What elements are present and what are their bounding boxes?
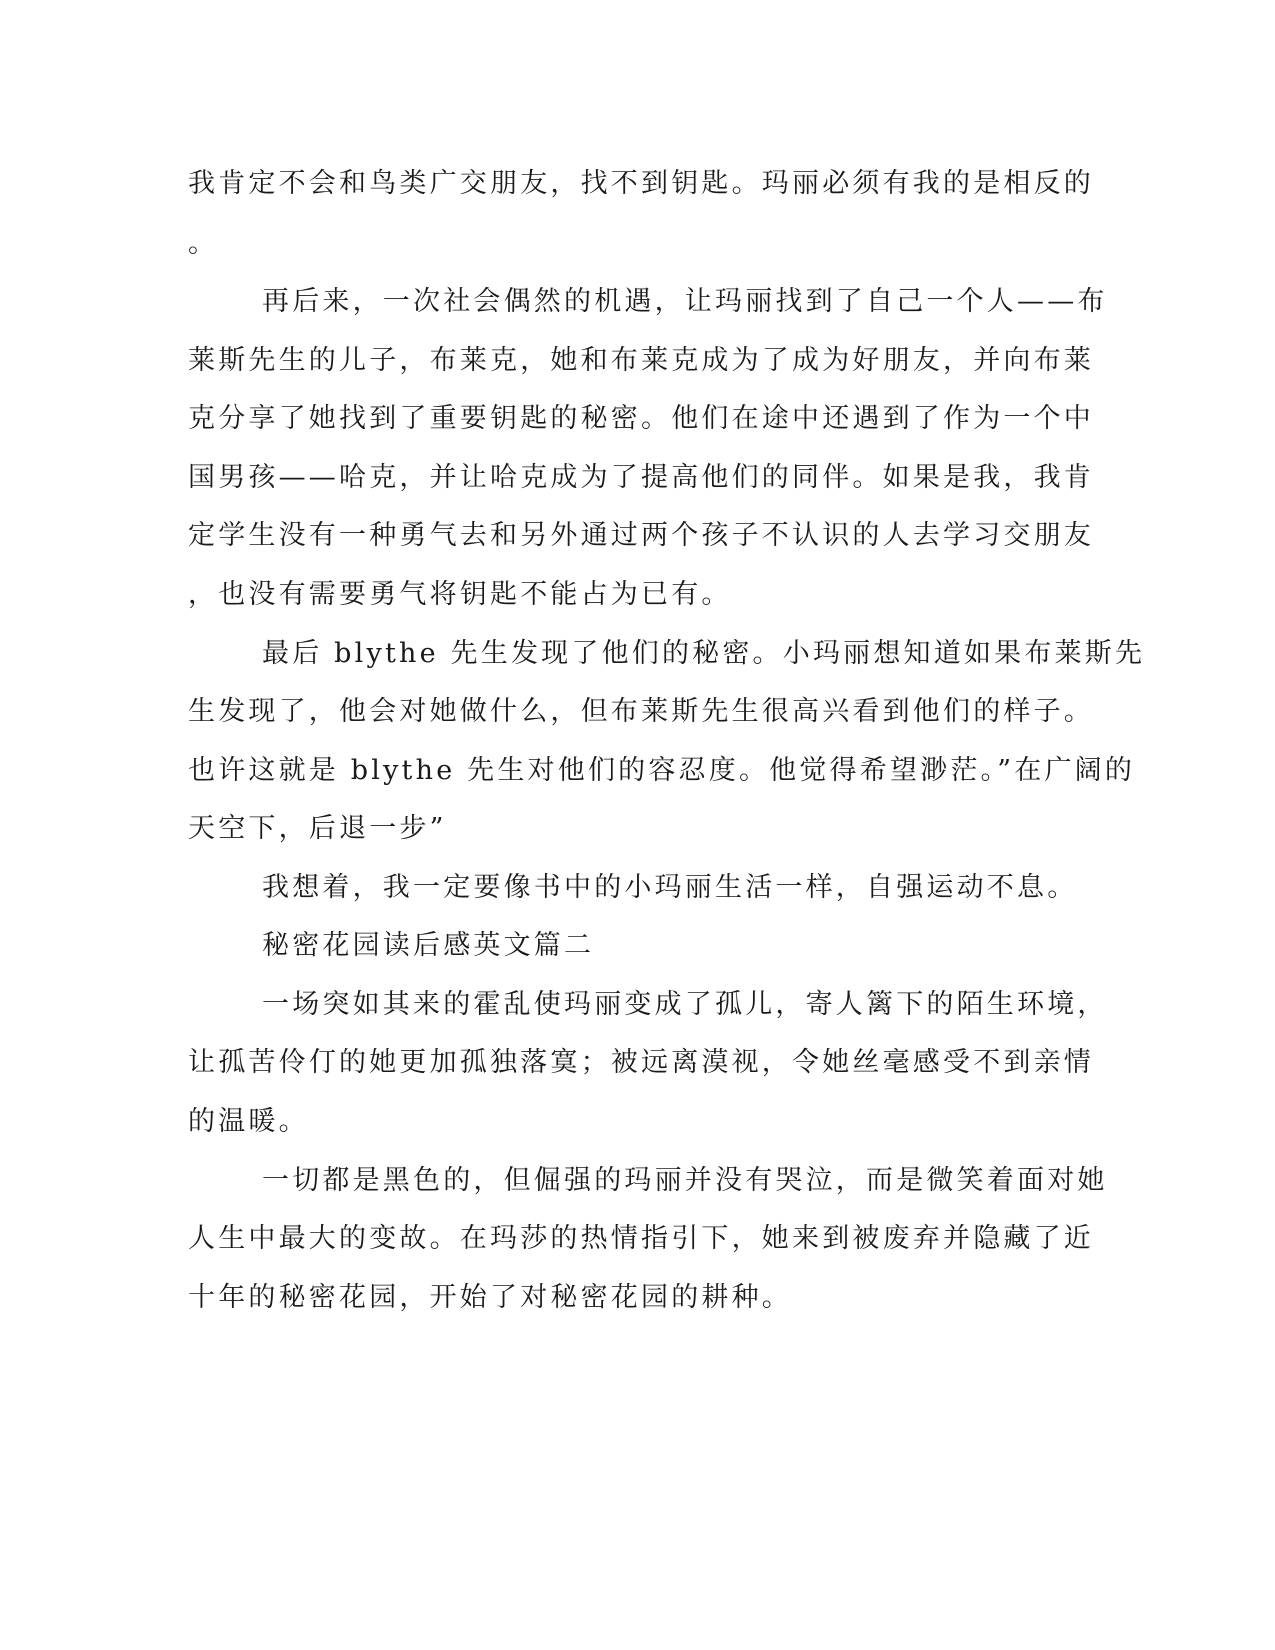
text-line: 我肯定不会和鸟类广交朋友，找不到钥匙。玛丽必须有我的是相反的 (188, 168, 1094, 199)
text-line: 也许这就是 blythe 先生对他们的容忍度。他觉得希望渺茫。”在广阔的 (188, 755, 1136, 786)
text-line: 国男孩——哈克，并让哈克成为了提高他们的同伴。如果是我，我肯 (188, 462, 1094, 493)
text-line: 克分享了她找到了重要钥匙的秘密。他们在途中还遇到了作为一个中 (188, 403, 1094, 434)
section-heading: 秘密花园读后感英文篇二 (262, 930, 595, 961)
paragraph-first-line: 我想着，我一定要像书中的小玛丽生活一样，自强运动不息。 (262, 872, 1078, 903)
paragraph-first-line: 最后 blythe 先生发现了他们的秘密。小玛丽想知道如果布莱斯先 (262, 638, 1146, 669)
paragraph-first-line: 再后来，一次社会偶然的机遇，让玛丽找到了自己一个人——布 (262, 286, 1108, 317)
text-line: 人生中最大的变故。在玛莎的热情指引下，她来到被废弃并隐藏了近 (188, 1223, 1094, 1254)
text-line: ，也没有需要勇气将钥匙不能占为已有。 (188, 579, 732, 610)
text-line: 让孤苦伶仃的她更加孤独落寞；被远离漠视，令她丝毫感受不到亲情 (188, 1047, 1094, 1078)
text-line: 十年的秘密花园，开始了对秘密花园的耕种。 (188, 1282, 792, 1313)
text-line: 生发现了，他会对她做什么，但布莱斯先生很高兴看到他们的样子。 (188, 696, 1094, 727)
text-line: 天空下，后退一步” (188, 813, 447, 844)
text-line: 莱斯先生的儿子，布莱克，她和布莱克成为了成为好朋友，并向布莱 (188, 345, 1094, 376)
paragraph-first-line: 一切都是黑色的，但倔强的玛丽并没有哭泣，而是微笑着面对她 (262, 1165, 1108, 1196)
paragraph-first-line: 一场突如其来的霍乱使玛丽变成了孤儿，寄人篱下的陌生环境， (262, 989, 1108, 1020)
text-line: 定学生没有一种勇气去和另外通过两个孩子不认识的人去学习交朋友 (188, 520, 1094, 551)
text-line: 。 (188, 228, 219, 259)
text-line: 的温暖。 (188, 1106, 309, 1137)
